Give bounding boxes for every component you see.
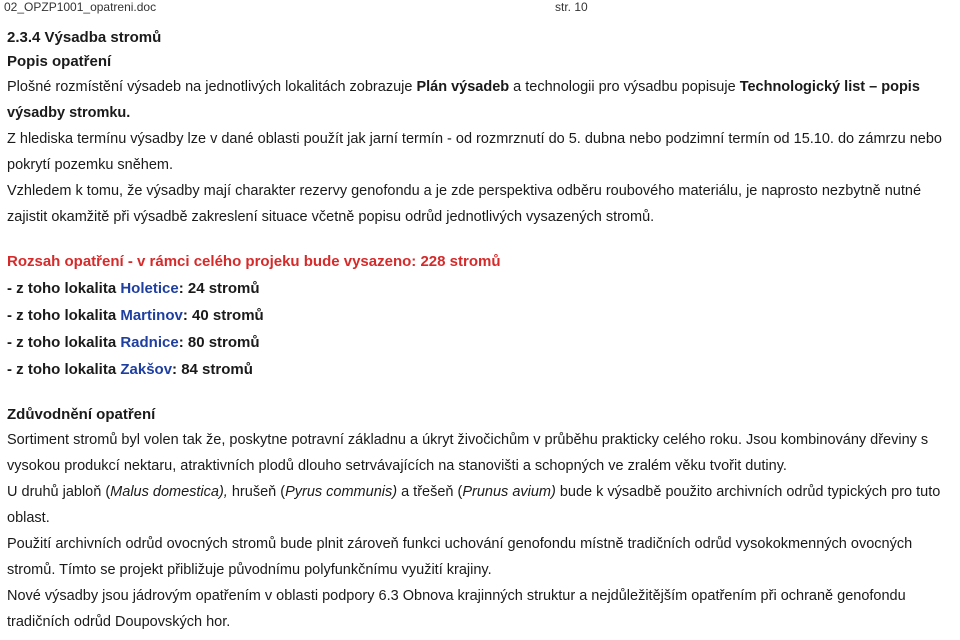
zduvodneni-paragraph-4: Nové výsadby jsou jádrovým opatřením v oblasti podpory 6.3 Obnova krajinných struktur a nejdůležitějším opatřením při ochraně genofondu tradičních odrůd Doupovských hor. xyxy=(7,588,906,630)
page-header xyxy=(0,0,960,14)
popis-paragraph-2: Z hlediska termínu výsadby lze v dané oblasti použít jak jarní termín - od rozmrznutí do 5. dubna nebo podzimní termín od 15.10. do zámrzu nebo pokrytí pozemku sněhem. xyxy=(7,131,942,173)
page-number: str. 10 xyxy=(555,0,588,14)
zduvodneni-paragraph-1: Sortiment stromů byl volen tak že, poskytne potravní základnu a úkryt živočichům v průběhu prakticky celého roku. Jsou kombinovány dřeviny s vysokou produkcí nektaru, atraktivních plodů dlouho setrvávajících na stanovišti a schopných ve zralém věku tvořit dutiny. xyxy=(7,432,929,474)
zduvodneni-paragraph-2: U druhů jabloň (Malus domestica), hrušeň (Pyrus communis) a třešeň (Prunus avium) bude k výsadbě použito archivních odrůd typických pro tuto oblast. xyxy=(7,484,941,526)
zduvodneni-paragraph-3: Použití archivních odrůd ovocných stromů bude plnit zároveň funkci uchování genofondu místně tradičních odrůd vysokokmenných ovocných stromů. Tímto se projekt přibližuje původnímu polyfunkčnímu využití krajiny. xyxy=(7,536,913,578)
popis-paragraph-1: Plošné rozmístění výsadeb na jednotlivých lokalitách zobrazuje Plán výsadeb a technologii pro výsadbu popisuje Technologický list – popis výsadby stromku. xyxy=(7,79,920,121)
document-filename: 02_OPZP1001_opatreni.doc xyxy=(4,0,157,14)
rozsah-line: Rozsah opatření - v rámci celého projeku bude vysazeno: 228 stromů xyxy=(7,253,501,270)
rozsah-item-holetice: - z toho lokalita Holetice: 24 stromů xyxy=(7,280,260,297)
section-title: 2.3.4 Výsadba stromů xyxy=(7,29,162,46)
document-body xyxy=(7,26,957,635)
rozsah-item-radnice: - z toho lokalita Radnice: 80 stromů xyxy=(7,334,260,351)
rozsah-item-zaksov: - z toho lokalita Zakšov: 84 stromů xyxy=(7,361,253,378)
zduvodneni-heading: Zdůvodnění opatření xyxy=(7,406,156,423)
rozsah-item-martinov: - z toho lokalita Martinov: 40 stromů xyxy=(7,307,264,324)
popis-heading: Popis opatření xyxy=(7,53,112,70)
popis-paragraph-3: Vzhledem k tomu, že výsadby mají charakter rezervy genofondu a je zde perspektiva odběru roubového materiálu, je naprosto nezbytně nutné zajistit okamžitě při výsadbě zakreslení situace včetně popisu odrůd jednotlivých vysazených stromů. xyxy=(7,183,922,225)
